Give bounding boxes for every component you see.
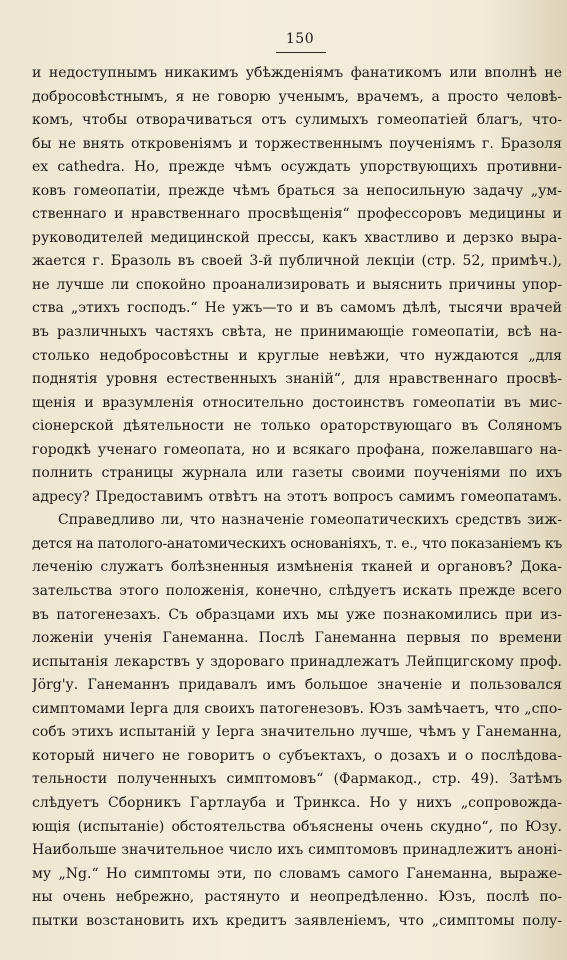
text-line: испытанія лекарствъ у здороваго принадлежатъ Лейпцигскому проф. [32,653,562,670]
text-line: ственнаго и нравственнаго просвѣщенія“ профессоровъ медицины и [32,206,562,223]
text-line: ны очень небрежно, растянуто и неопредѣленно. Юзъ, послѣ по- [32,889,562,906]
text-line: ковъ гомеопатіи, прежде чѣмъ браться за непосильную задачу „ум- [32,182,562,199]
text-line: адресу? Предоставимъ отвѣтъ на этотъ вопросъ самимъ гомеопатамъ. [32,488,562,505]
text-line: не лучше ли спокойно проанализировать и выяснить причины упор- [32,276,562,293]
text-line: въ патогенезахъ. Съ образцами ихъ мы уже познакомились при из- [32,606,562,623]
text-line: который ничего не говоритъ о субъектахъ, о дозахъ и о послѣдова- [32,747,562,764]
text-line: му „Ng.“ Но симптомы эти, по словамъ самого Ганеманна, выраже- [32,865,562,882]
text-line: дется на патолого-анатомическихъ основаніяхъ, т. е., что показаніемъ къ [32,535,562,552]
text-line: бы не внять откровеніямъ и торжественнымъ поученіямъ г. Бразоля [32,135,562,152]
text-line: ющія (испытаніе) обстоятельства объяснены очень скудно“, по Юзу. [32,818,562,835]
text-line: и недоступнымъ никакимъ убѣжденіямъ фанатикомъ или вполнѣ не [32,65,562,81]
text-line: пытки возстановить ихъ кредитъ заявленіемъ, что „симптомы полу- [32,912,562,929]
page-number-rule [276,52,326,53]
text-line: ства „этихъ господъ.“ Не ужъ—то и въ самомъ дѣлѣ, тысячи врачей [32,300,562,317]
text-line: леченію служатъ болѣзненныя измѣненія тканей и органовъ? Дока- [32,559,562,576]
body-text [32,62,562,933]
text-line: жается г. Бразоль въ своей 3-й публичной лекціи (стр. 52, примѣч.), [32,253,562,270]
text-line: тельности полученныхъ симптомовъ“ (Фармакод., стр. 49). Затѣмъ [32,771,562,788]
text-line: Jörg'у. Ганеманнъ придавалъ имъ большое значеніе и пользовался [32,677,562,694]
text-line: собъ этихъ испытаній у Іерга значительно лучше, чѣмъ у Ганеманна, [32,724,562,741]
text-line: поднятія уровня естественныхъ знаній“, для нравственнаго просвѣ- [32,371,562,388]
text-line: добросовѣстнымъ, я не говорю ученымъ, врачемъ, а просто человѣ- [32,88,562,105]
text-line: столько недобросовѣстны и круглые невѣжи, что нуждаются „для [32,347,562,364]
text-line: ex cathedra. Но, прежде чѣмъ осуждать упорствующихъ противни- [32,159,562,176]
text-line: руководителей медицинской прессы, какъ хвастливо и дерзко выра- [32,229,562,246]
text-line: сіонерской дѣятельности не только ораторствующаго въ Соляномъ [32,418,562,435]
text-line: полнить страницы журнала или газеты своими поученіями по ихъ [32,465,562,482]
text-line: комъ, чтобы отворачиваться отъ сулимыхъ гомеопатіей благъ, что- [32,112,562,129]
text-line: зательства этого положенія, конечно, слѣдуетъ искать прежде всего [32,583,562,600]
page-number: 150 [285,31,315,47]
text-line: щенія и вразумленія относительно достоинствъ гомеопатіи въ мис- [32,394,562,411]
text-line: ложеніи ученія Ганеманна. Послѣ Ганеманна первыя по времени [32,630,562,647]
text-line: Наибольше значительное число ихъ симптомовъ принадлежитъ аноні- [32,842,562,859]
text-line: городкѣ ученаго гомеопата, но и всякаго профана, пожелавшаго на- [32,441,562,458]
text-line: симптомами Іерга для своихъ патогенезовъ. Юзъ замѣчаетъ, что „спо- [32,700,562,717]
text-line: слѣдуетъ Сборникъ Гартлауба и Тринкса. Но у нихъ „сопровожда- [32,794,562,811]
text-line: въ различныхъ частяхъ свѣта, не принимающіе гомеопатіи, всѣ на- [32,324,562,341]
text-line: Справедливо ли, что назначеніе гомеопатическихъ средствъ зиж- [58,512,562,529]
